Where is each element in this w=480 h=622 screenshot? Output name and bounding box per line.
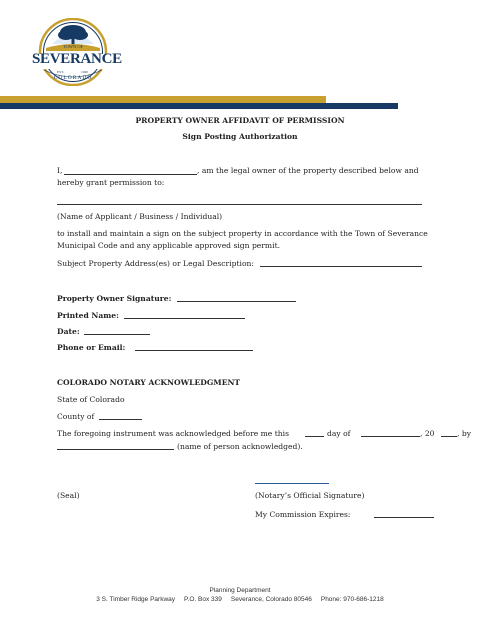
install-text-line1: to install and maintain a sign on the subject property in accordance with the Town of Severance (57, 229, 428, 238)
printed-name-label: Printed Name: (57, 311, 119, 320)
notary-heading: COLORADO NOTARY ACKNOWLEDGMENT (57, 378, 241, 387)
footer-address: 3 S. Timber Ridge Parkway P.O. Box 339 Severance, Colorado 80546 Phone: 970-686-1218 (96, 596, 384, 603)
commission-expires-line[interactable] (374, 517, 434, 518)
owner-signature-line[interactable] (177, 301, 296, 302)
notary-signature-label: (Notary’s Official Signature) (255, 491, 365, 500)
logo-town-name: SEVERANCE (32, 51, 122, 67)
owner-prefix: I, (57, 166, 63, 175)
owner-signature-label: Property Owner Signature: (57, 294, 172, 303)
applicant-caption: (Name of Applicant / Business / Individual) (57, 212, 223, 221)
logo-town-of: TOWN OF (62, 44, 84, 49)
logo-state: COLORADO (53, 75, 93, 81)
notary-sentence-e: (name of person acknowledged). (177, 442, 303, 451)
phone-email-line[interactable] (135, 350, 253, 351)
document-title: PROPERTY OWNER AFFIDAVIT OF PERMISSION (135, 116, 345, 125)
notary-sentence-b: day of (327, 429, 351, 438)
subject-property-line[interactable] (260, 266, 422, 267)
notary-month-line[interactable] (361, 436, 420, 437)
commission-expires-label: My Commission Expires: (255, 510, 351, 519)
header-bar-gold (0, 96, 326, 103)
notary-year-line[interactable] (441, 436, 457, 437)
footer-department: Planning Department (209, 587, 271, 594)
owner-statement: , am the legal owner of the property described below and (197, 166, 419, 175)
printed-name-line[interactable] (124, 318, 245, 319)
phone-email-label: Phone or Email: (57, 343, 126, 352)
owner-name-line[interactable] (64, 174, 197, 175)
logo-est: EST. (57, 70, 64, 74)
applicant-name-line[interactable] (57, 204, 422, 205)
notary-state: State of Colorado (57, 395, 125, 404)
document-subtitle: Sign Posting Authorization (182, 132, 298, 141)
install-text-line2: Municipal Code and any applicable approved sign permit. (57, 241, 281, 250)
subject-property-label: Subject Property Address(es) or Legal Description: (57, 259, 254, 268)
notary-county-label: County of (57, 412, 95, 421)
notary-sentence-c: , 20 (420, 429, 435, 438)
acknowledged-name-line[interactable] (57, 449, 174, 450)
notary-sentence-a: The foregoing instrument was acknowledged before me this (57, 429, 289, 438)
grant-permission-text: hereby grant permission to: (57, 178, 165, 187)
date-label: Date: (57, 327, 80, 336)
logo-year: 1920 (81, 70, 88, 74)
header-bar-navy (0, 103, 398, 109)
notary-county-line[interactable] (99, 419, 142, 420)
seal-label: (Seal) (57, 491, 80, 500)
notary-day-line[interactable] (305, 436, 324, 437)
notary-signature-line[interactable] (255, 483, 329, 484)
date-line[interactable] (84, 334, 150, 335)
town-logo (32, 18, 122, 86)
notary-sentence-d: , by (457, 429, 471, 438)
